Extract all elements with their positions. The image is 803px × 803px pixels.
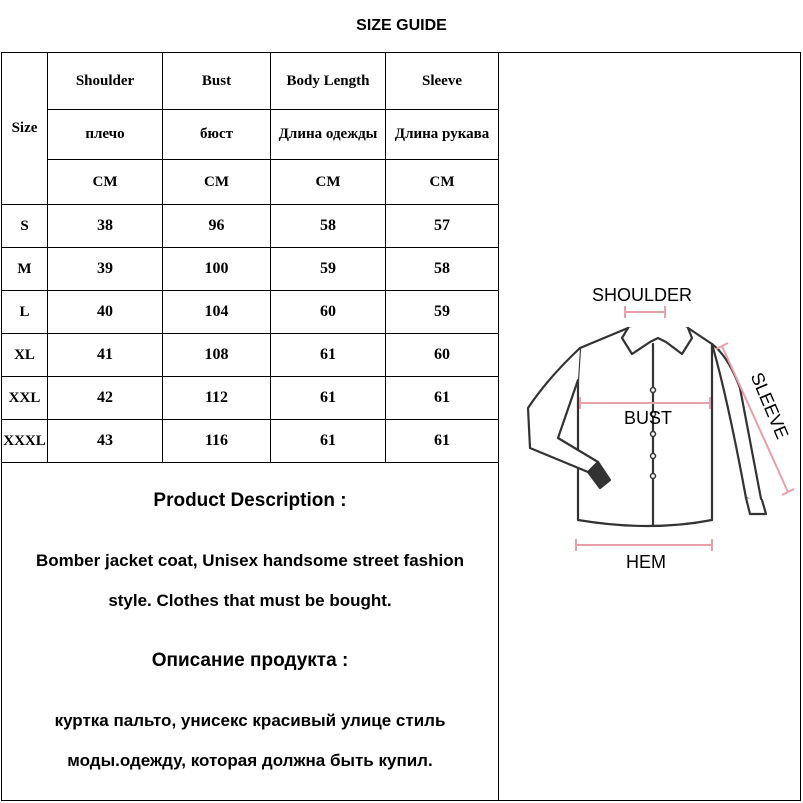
unit-label: CM [386, 160, 499, 205]
description-heading-ru: Описание продукта : [151, 650, 349, 671]
table-row [2, 291, 499, 334]
table-row [2, 334, 499, 377]
table-row [2, 377, 499, 420]
table-row [2, 205, 499, 248]
table-cell: 38 [48, 205, 163, 248]
table-cell: 60 [386, 334, 499, 377]
shirt-diagram [510, 270, 800, 580]
table-cell: 61 [271, 377, 386, 420]
size-table [1, 52, 499, 463]
table-cell: 57 [386, 205, 499, 248]
table-cell: 58 [271, 205, 386, 248]
bust-label: BUST [623, 408, 673, 428]
table-cell: 41 [48, 334, 163, 377]
table-cell: 61 [386, 377, 499, 420]
sleeve-label: SLEEVE [746, 369, 793, 442]
table-cell: 108 [163, 334, 271, 377]
size-cell: S [2, 205, 48, 248]
table-cell: 61 [271, 420, 386, 463]
size-header: Size [2, 53, 48, 205]
size-cell: XXXL [2, 420, 48, 463]
table-cell: 112 [163, 377, 271, 420]
page-title: SIZE GUIDE [356, 17, 447, 34]
shoulder-label: SHOULDER [591, 285, 693, 305]
column-header-bust: Bust [163, 53, 271, 110]
table-cell: 40 [48, 291, 163, 334]
table-header-row-en [2, 53, 499, 110]
description-text-en-line1: Bomber jacket coat, Unisex handsome street fashion [36, 551, 464, 570]
table-cell: 60 [271, 291, 386, 334]
description-text-en-line2: style. Clothes that must be bought. [108, 591, 392, 610]
column-header-sleeve: Sleeve [386, 53, 499, 110]
column-header-shoulder: Shoulder [48, 53, 163, 110]
table-header-row-ru [2, 110, 499, 160]
unit-label: CM [271, 160, 386, 205]
product-description [2, 462, 498, 800]
description-heading-en: Product Description : [153, 490, 347, 511]
size-cell: XXL [2, 377, 48, 420]
table-unit-row [2, 160, 499, 205]
column-header-ru: Длина рукава [386, 110, 499, 160]
description-text-ru-line1: куртка пальто, унисекс красивый улице стиль [54, 711, 446, 730]
table-cell: 43 [48, 420, 163, 463]
table-cell: 61 [386, 420, 499, 463]
description-text-ru-line2: моды.одежду, которая должна быть купил. [67, 751, 433, 770]
table-cell: 59 [386, 291, 499, 334]
table-cell: 39 [48, 248, 163, 291]
unit-label: CM [48, 160, 163, 205]
unit-label: CM [163, 160, 271, 205]
table-cell: 59 [271, 248, 386, 291]
column-header-ru: Длина одежды [271, 110, 386, 160]
hem-label: HEM [626, 552, 666, 572]
size-cell: XL [2, 334, 48, 377]
table-cell: 100 [163, 248, 271, 291]
table-cell: 104 [163, 291, 271, 334]
column-header-ru: бюст [163, 110, 271, 160]
table-cell: 116 [163, 420, 271, 463]
table-row [2, 420, 499, 463]
table-cell: 58 [386, 248, 499, 291]
size-cell: L [2, 291, 48, 334]
column-header-ru: плечо [48, 110, 163, 160]
table-row [2, 248, 499, 291]
table-cell: 42 [48, 377, 163, 420]
table-cell: 61 [271, 334, 386, 377]
column-header-body-length: Body Length [271, 53, 386, 110]
table-cell: 96 [163, 205, 271, 248]
size-cell: M [2, 248, 48, 291]
